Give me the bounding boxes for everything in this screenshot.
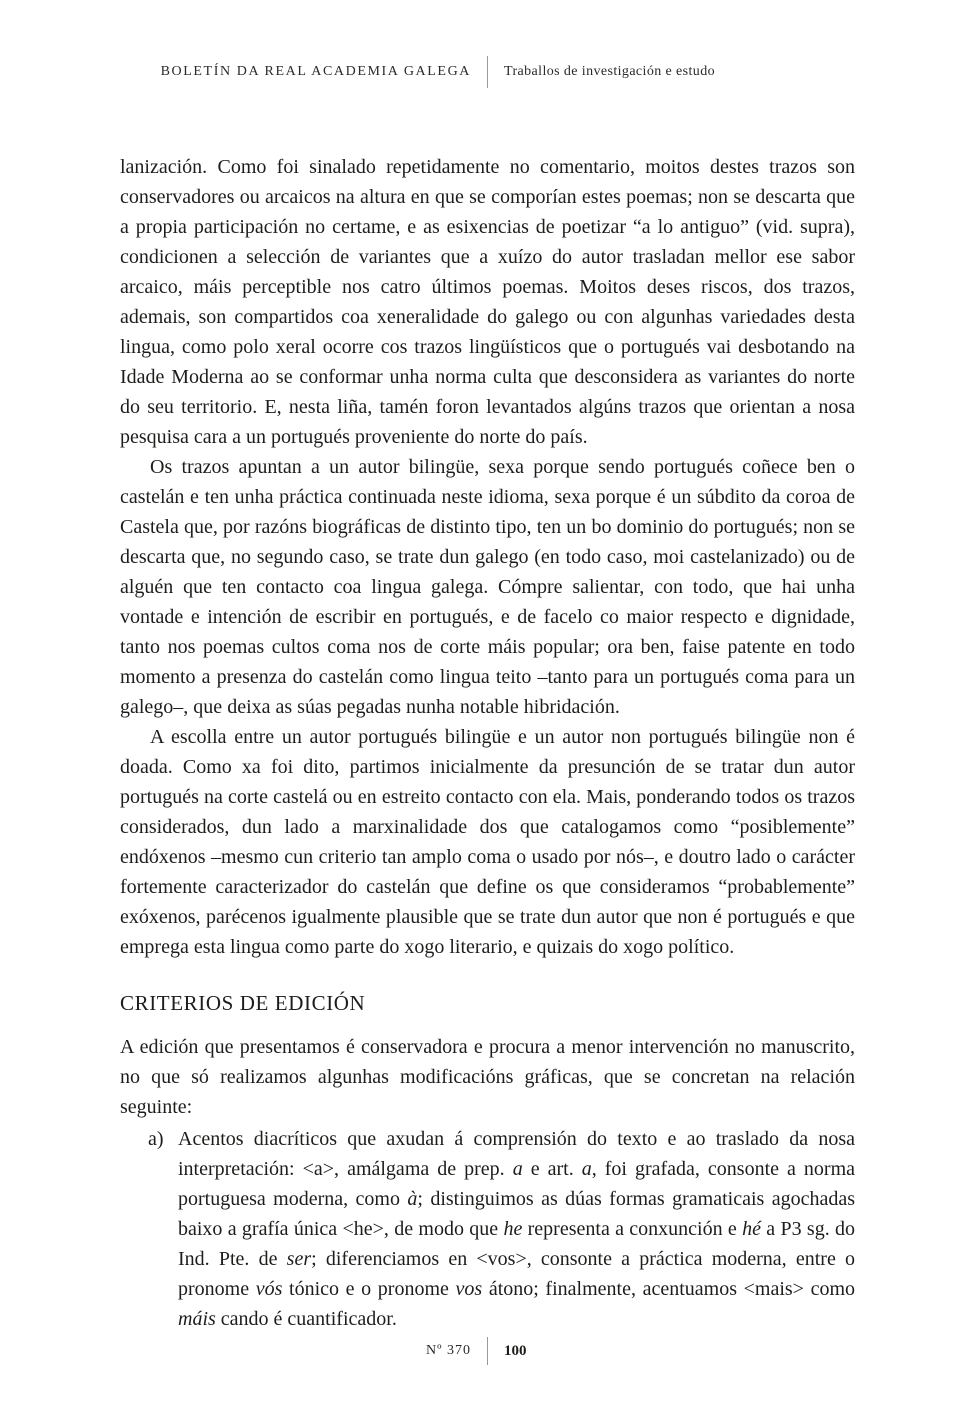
- paragraph-trazos-autor: Os trazos apuntan a un autor bilingüe, sexa porque sendo portugués coñece ben o castelán e ten unha práctica continuada neste idioma, sexa porque é un súbdito da coroa de Castela que, por razóns biográficas de distinto tipo, ten un bo dominio do portugués; non se descarta que, no segundo caso, se trate dun galego (en todo caso, moi castelanizado) ou de alguén que ten contacto coa lingua galega. Cómpre salientar, con todo, que hai unha vontade e intención de escribir en portugués, e de facelo co maior respecto e dignidade, tanto nos poemas cultos coma nos de corte máis popular; ora ben, faise patente en todo momento a presenza do castelán como lingua teito –tanto para un portugués coma para un galego–, que deixa as súas pegadas nunha notable hibridación.: [120, 456, 855, 718]
- section-title: Traballos de investigación e estudo: [504, 64, 716, 79]
- journal-title: BOLETÍN DA REAL ACADEMIA GALEGA: [160, 64, 471, 79]
- list-item: [120, 1124, 855, 1334]
- paragraph-continuation: lanización. Como foi sinalado repetidamente no comentario, moitos destes trazos son conservadores ou arcaicos na altura en que se comporían estes poemas; non se descarta que a propia participación no certame, e as esixencias de poetizar “a lo antiguo” (vid. supra), condicionen a selección de variantes que a xuízo do autor trasladan mellor ese sabor arcaico, máis perceptible nos catro últimos poemas. Moitos deses riscos, dos trazos, ademais, son compartidos coa xeneralidade do galego ou con algunhas variedades desta lingua, como polo xeral ocorre cos trazos lingüísticos que o portugués vai desbotando na Idade Moderna ao se conformar unha norma culta que desconsidera as variantes do norte do seu territorio. E, nesta liña, tamén foron levantados algúns trazos que orientan a nosa pesquisa cara a un portugués proveniente do norte do país.: [120, 156, 855, 448]
- list-item-marker: a): [148, 1128, 164, 1150]
- paragraph-escolla-autor: A escolla entre un autor portugués bilingüe e un autor non portugués bilingüe non é doada. Como xa foi dito, partimos inicialmente da presunción de se tratar dun autor portugués na corte castelá ou en estreito contacto con ela. Mais, ponderando todos os trazos considerados, dun lado a marxinalidade dos que catalogamos como “posiblemente” endóxenos –mesmo cun criterio tan amplo coma o usado por nós–, e doutro lado o carácter fortemente caracterizador do castelán que define os que consideramos “probablemente” exóxenos, parécenos igualmente plausible que se trate dun autor que non é portugués e que emprega esta lingua como parte do xogo literario, e quizais do xogo político.: [120, 726, 855, 958]
- text-block: [120, 152, 855, 1334]
- issue-number: Nº 370: [426, 1343, 471, 1358]
- section-heading-criterios: CRITERIOS DE EDICIÓN: [120, 991, 366, 1015]
- page-footer: [0, 1337, 975, 1365]
- edition-intro-paragraph: A edición que presentamos é conservadora e procura a menor intervención no manuscrito, no que só realizamos algunhas modificacións gráficas, que se concretan na relación seguinte:: [120, 1036, 855, 1118]
- list-item-text: Acentos diacríticos que axudan á comprensión do texto e ao traslado da nosa interpretación: <a>, amálgama de prep. a e art. a, foi grafada, consonte a norma portuguesa moderna, como à; distinguimos as dúas formas gramaticais agochadas baixo a grafía única <he>, de modo que he representa a conxunción e hé a P3 sg. do Ind. Pte. de ser; diferenciamos en <vos>, consonte a práctica moderna, entre o pronome vós tónico e o pronome vos átono; finalmente, acentuamos <mais> como máis cando é cuantificador.: [178, 1128, 856, 1330]
- edition-criteria-list: [120, 1124, 855, 1334]
- page-header: [0, 56, 975, 88]
- page-number: 100: [504, 1342, 527, 1359]
